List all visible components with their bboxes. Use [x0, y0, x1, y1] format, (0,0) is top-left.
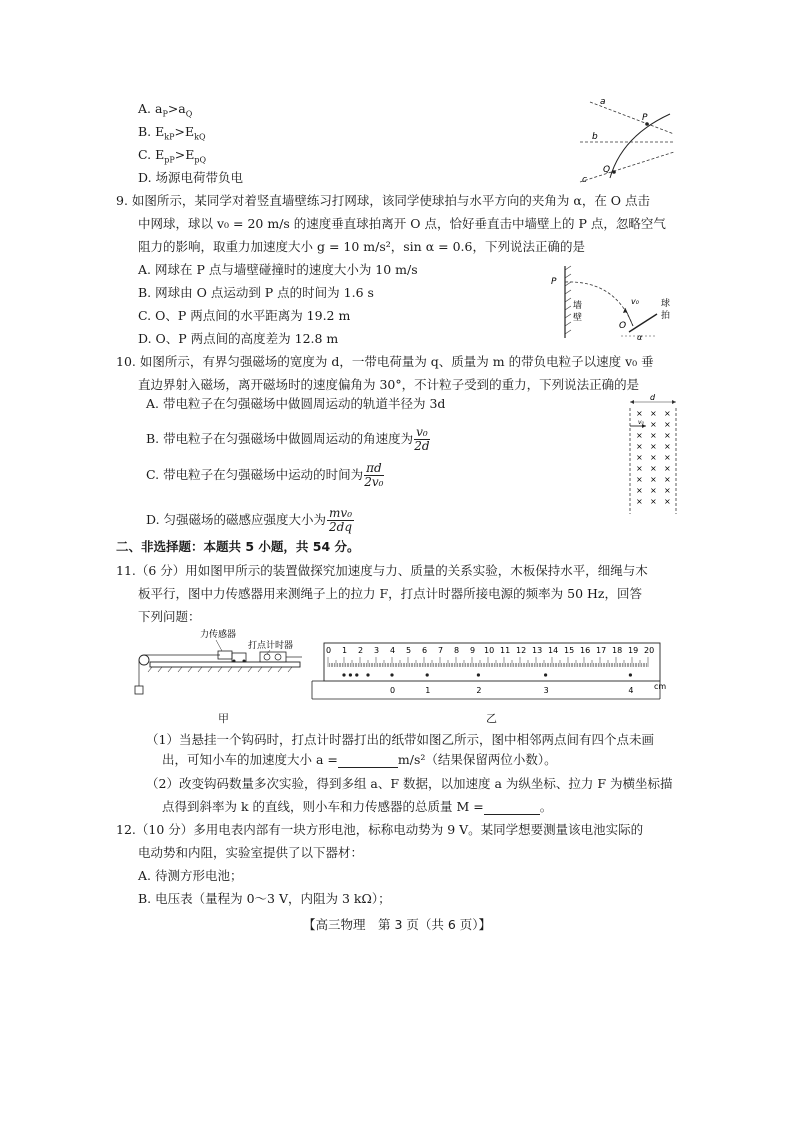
field-cross-mark: × [664, 475, 671, 484]
q11-figure-yi-caption: 乙 [486, 712, 497, 725]
q11-stem-line2: 板平行，图中力传感器用来测绳子上的拉力 F，打点计时器所接电源的频率为 50 Hz，回答 [138, 586, 642, 601]
field-cross-mark: × [664, 486, 671, 495]
q9-stem-line3: 阻力的影响，取重力加速度大小 g = 10 m/s²，sin α = 0.6，下列说法正确的是 [138, 239, 585, 254]
q12-stem-line1: 12.（10 分）多用电表内部有一块方形电池，标称电动势为 9 V。某同学想要测量该电池实际的 [116, 822, 644, 837]
field-cross-mark: × [664, 420, 671, 429]
q9-option-a: A. 网球在 P 点与墙壁碰撞时的速度大小为 10 m/s [138, 262, 418, 277]
ruler-tick-label: 10 [484, 646, 495, 655]
ruler-tick-label: 15 [564, 646, 575, 655]
q10-stem-line1: 10. 如图所示，有界匀强磁场的宽度为 d，一带电荷量为 q、质量为 m 的带负电粒子以速度 v₀ 垂 [116, 354, 654, 369]
q8-field-figure [570, 94, 680, 186]
page-footer: 【高三物理 第 3 页（共 6 页）】 [302, 917, 492, 932]
field-cross-mark: × [650, 442, 657, 451]
ruler-tick-label: 18 [612, 646, 623, 655]
ruler-tick-label: 1 [342, 646, 348, 655]
q11-answer-blank-1[interactable] [338, 754, 398, 768]
field-cross-mark: × [636, 464, 643, 473]
q11-part2-line2: 点得到斜率为 k 的直线，则小车和力传感器的总质量 M = 。 [162, 799, 553, 814]
tape-dot [544, 673, 547, 676]
field-cross-mark: × [650, 497, 657, 506]
field-cross-mark: × [636, 475, 643, 484]
q11-label-sensor: 力传感器 [200, 630, 237, 640]
q8-option-b: B. $E_{kP}>E_{kQ}$ [138, 124, 206, 142]
q10-option-d: D. 匀强磁场的磁感应强度大小为 $\frac{\text{mv₀}}{2dq}$ [146, 506, 353, 534]
tape-dot-label: 2 [476, 686, 482, 695]
q10-option-c: C. 带电粒子在匀强磁场中运动的时间为 $\frac{\pi d}{\text{2v₀}}$ [146, 461, 384, 489]
field-cross-mark: × [636, 486, 643, 495]
q8-label-c: c [582, 175, 587, 185]
ruler-tick-label: 5 [406, 646, 412, 655]
ruler-tick-label: 4 [390, 646, 396, 655]
field-cross-mark: × [664, 453, 671, 462]
q9-tennis-figure [545, 262, 675, 342]
ruler-tick-label: 8 [454, 646, 460, 655]
q9-label-o: O [619, 321, 627, 331]
q8-option-c: C. $E_{pP}>E_{pQ}$ [138, 147, 207, 165]
q11-label-timer: 打点计时器 [248, 641, 294, 651]
field-cross-mark: × [650, 431, 657, 440]
tape-dot [629, 673, 632, 676]
field-cross-mark: × [664, 464, 671, 473]
field-cross-mark: × [650, 464, 657, 473]
q10-label-v0: v₀ [638, 419, 644, 426]
q9-label-racket1: 球 [661, 299, 671, 309]
q10-magnetic-field-figure [620, 394, 682, 516]
tape-dot [355, 673, 358, 676]
section-2-heading: 二、非选择题：本题共 5 小题，共 54 分。 [116, 539, 360, 554]
tape-dot-label: 3 [543, 686, 549, 695]
field-cross-mark: × [650, 453, 657, 462]
q8-label-p: P [642, 113, 648, 123]
field-cross-mark: × [636, 497, 643, 506]
q12-option-a: A. 待测方形电池； [138, 868, 243, 883]
ruler-tick-label: 7 [438, 646, 444, 655]
ruler-tick-label: 9 [470, 646, 476, 655]
tape-dot-label: 1 [425, 686, 431, 695]
q10-option-a: A. 带电粒子在匀强磁场中做圆周运动的轨道半径为 3d [146, 396, 446, 411]
ruler-tick-label: 17 [596, 646, 607, 655]
tape-dot [390, 673, 393, 676]
q10-option-b: B. 带电粒子在匀强磁场中做圆周运动的角速度为 $\frac{\text{v₀}}{2d}$ [146, 425, 430, 453]
tape-dot-label: 4 [628, 686, 634, 695]
field-cross-mark: × [664, 431, 671, 440]
q8-option-d: D. 场源电荷带负电 [138, 170, 244, 185]
field-cross-mark: × [664, 442, 671, 451]
q9-label-p: P [551, 277, 557, 287]
q9-label-alpha: α [637, 333, 643, 342]
field-cross-mark: × [636, 409, 643, 418]
q8-label-q: Q [603, 165, 611, 175]
q9-option-d: D. O、P 两点间的高度差为 12.8 m [138, 331, 339, 346]
q9-option-c: C. O、P 两点间的水平距离为 19.2 m [138, 308, 351, 323]
q8-label-a: a [600, 97, 606, 107]
q11-apparatus-figure [130, 626, 310, 706]
q12-option-b: B. 电压表（量程为 0～3 V，内阻为 3 kΩ）； [138, 891, 391, 906]
q8-option-a: A. $a_P>a_Q$ [138, 101, 193, 119]
q8-label-b: b [592, 132, 598, 142]
tape-dot [426, 673, 429, 676]
q9-label-wall1: 墙 [573, 301, 583, 311]
ruler-tick-label: 19 [628, 646, 639, 655]
q11-ruler-unit: cm [654, 682, 667, 691]
tape-dot [349, 673, 352, 676]
field-cross-mark: × [636, 442, 643, 451]
q11-stem-line1: 11.（6 分）用如图甲所示的装置做探究加速度与力、质量的关系实验，木板保持水平，细绳与木 [116, 563, 648, 578]
ruler-tick-label: 20 [644, 646, 655, 655]
ruler-tick-label: 16 [580, 646, 591, 655]
ruler-tick-label: 2 [358, 646, 364, 655]
field-cross-mark: × [650, 475, 657, 484]
tape-dot [366, 673, 369, 676]
q9-label-wall2: 壁 [573, 313, 583, 323]
tape-dot-label: 0 [390, 686, 396, 695]
q9-stem-line2: 中网球，球以 v₀ = 20 m/s 的速度垂直球拍离开 O 点，恰好垂直击中墙壁上的 P 点，忽略空气 [138, 216, 666, 231]
q12-stem-line2: 电动势和内阻，实验室提供了以下器材： [138, 845, 364, 860]
field-cross-mark: × [664, 497, 671, 506]
q11-part1-line2: 出，可知小车的加速度大小 a = m/s²（结果保留两位小数）。 [162, 752, 557, 767]
q11-part1-line1: （1）当悬挂一个钩码时，打点计时器打出的纸带如图乙所示，图中相邻两点间有四个点未画 [146, 732, 654, 747]
ruler-tick-label: 3 [374, 646, 380, 655]
field-cross-mark: × [650, 420, 657, 429]
ruler-tick-label: 0 [326, 646, 332, 655]
field-cross-mark: × [636, 431, 643, 440]
field-cross-mark: × [664, 409, 671, 418]
q10-stem-line2: 直边界射入磁场，离开磁场时的速度偏角为 30°，不计粒子受到的重力，下列说法正确的是 [138, 377, 640, 392]
q10-label-d: d [650, 394, 656, 402]
field-cross-mark: × [650, 486, 657, 495]
q11-figure-jia-caption: 甲 [218, 712, 229, 725]
q11-stem-line3: 下列问题： [138, 609, 201, 624]
q11-answer-blank-2[interactable] [484, 801, 540, 815]
tape-dot [342, 673, 345, 676]
q11-part2-line1: （2）改变钩码数量多次实验，得到多组 a、F 数据，以加速度 a 为纵坐标、拉力 F 为横坐标描 [146, 776, 673, 791]
q9-label-racket2: 拍 [661, 311, 671, 321]
q9-stem-line1: 9. 如图所示，某同学对着竖直墙壁练习打网球，该同学使球拍与水平方向的夹角为 α，在 O 点击 [116, 193, 651, 208]
q11-tape-ruler-figure [310, 641, 676, 701]
ruler-tick-label: 11 [500, 646, 511, 655]
ruler-tick-label: 13 [532, 646, 543, 655]
field-cross-mark: × [650, 409, 657, 418]
q9-option-b: B. 网球由 O 点运动到 P 点的时间为 1.6 s [138, 285, 374, 300]
ruler-tick-label: 12 [516, 646, 527, 655]
field-cross-mark: × [636, 453, 643, 462]
q9-label-v0: v₀ [631, 297, 639, 306]
ruler-tick-label: 14 [548, 646, 559, 655]
ruler-tick-label: 6 [422, 646, 428, 655]
tape-dot [477, 673, 480, 676]
